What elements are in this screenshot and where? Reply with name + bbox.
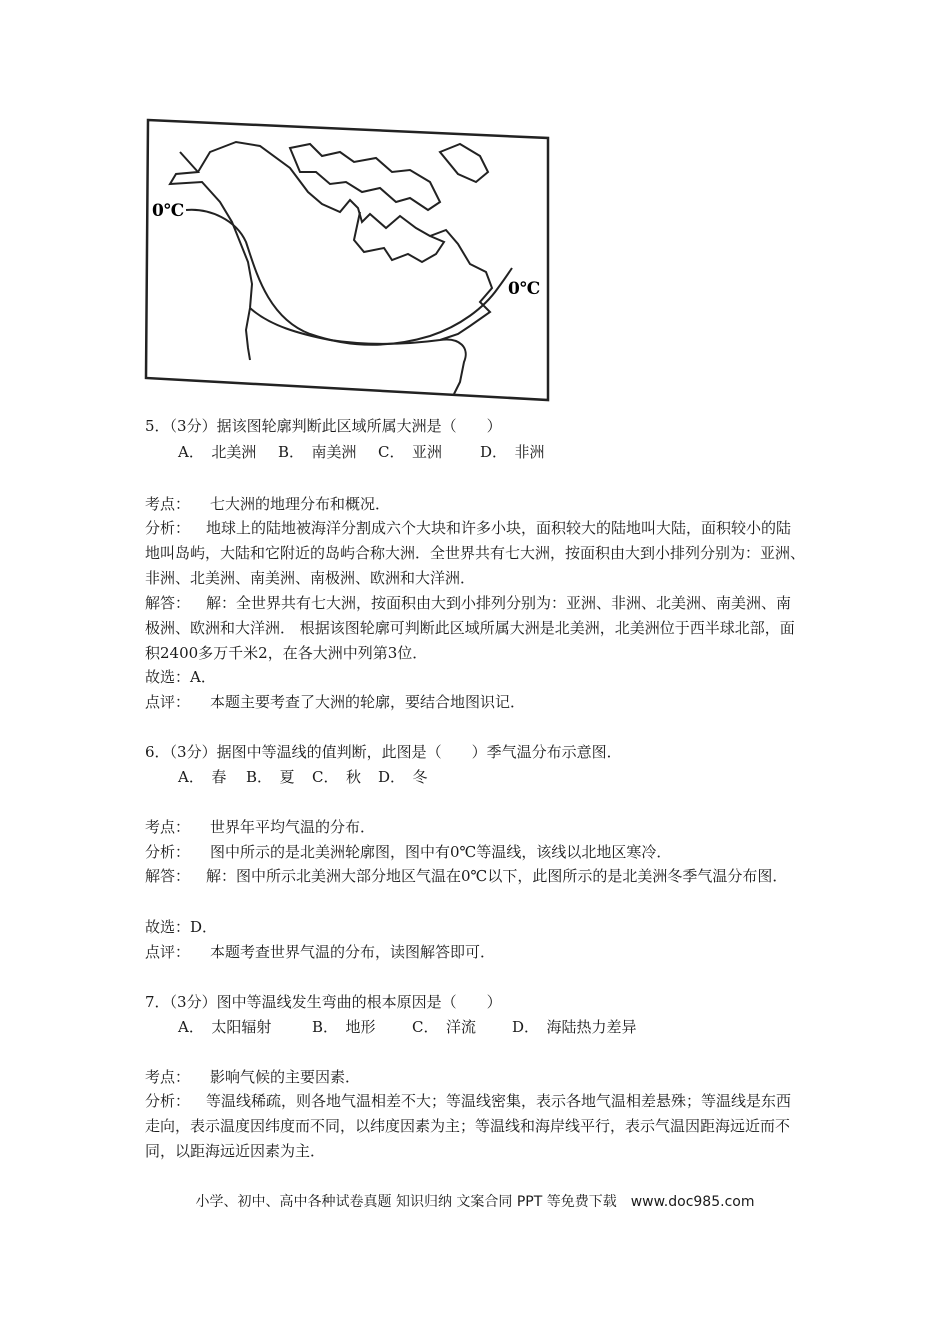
- coastline: [170, 142, 492, 394]
- q7-kaodian-label: 考点：: [145, 1068, 191, 1086]
- q7-option-a: A． 太阳辐射: [178, 1018, 272, 1036]
- q6-kaodian-label: 考点：: [145, 818, 191, 836]
- q5-jieda-label: 解答：: [145, 594, 191, 612]
- q5-option-b: B． 南美洲: [278, 443, 357, 461]
- q5-option-d: D． 非洲: [480, 443, 545, 461]
- north-america-map: [140, 112, 556, 404]
- hudson-bay: [354, 212, 444, 262]
- q5-fenxi: 地球上的陆地被海洋分割成六个大块和许多小块，面积较大的陆地叫大陆，面积较小的陆地叫岛屿，大陆和它附近的岛屿合称大洲．全世界共有七大洲，按面积由大到小排列分别为：亚洲、非洲、北美洲、南美洲、南极洲、欧洲和大洋洲．: [145, 519, 806, 587]
- q5-jieda: 解：全世界共有七大洲，按面积由大到小排列分别为：亚洲、非洲、北美洲、南美洲、南极洲、欧洲和大洋洲． 根据该图轮廓可判断此区域所属大洲是北美洲，北美洲位于西半球北部，面积2400多万千米2，在各大洲中列第3位．: [145, 594, 795, 662]
- greenland-edge: [440, 144, 488, 182]
- q7-fenxi-label: 分析：: [145, 1092, 191, 1110]
- q6-stem: 6．（3分）据图中等温线的值判断，此图是（ ）季气温分布示意图．: [145, 743, 622, 761]
- q6-fenxi: 图中所示的是北美洲轮廓图，图中有0℃等温线，该线以北地区寒冷．: [210, 843, 672, 861]
- q5-dianping-label: 点评：: [145, 693, 191, 711]
- q5-option-a: A． 北美洲: [178, 443, 257, 461]
- q7-fenxi-block: [145, 1089, 805, 1164]
- q6-fenxi-label: 分析：: [145, 843, 191, 861]
- map-frame: [146, 120, 548, 400]
- q6-option-d: D． 冬: [378, 768, 428, 786]
- q5-jieda-block: [145, 591, 805, 666]
- q5-fenxi-label: 分析：: [145, 519, 191, 537]
- q7-kaodian: 影响气候的主要因素．: [210, 1068, 361, 1086]
- q5-answer: 故选：A．: [145, 668, 216, 686]
- q5-option-c: C． 亚洲: [378, 443, 442, 461]
- isotherm-label-east: 0℃: [508, 279, 541, 299]
- isotherm-map-svg: [140, 112, 556, 404]
- q7-option-c: C． 洋流: [412, 1018, 476, 1036]
- page-footer: 小学、初中、高中各种试卷真题 知识归纳 文案合同 PPT 等免费下载 www.doc985.com: [195, 1194, 755, 1210]
- q7-option-d: D． 海陆热力差异: [512, 1018, 637, 1036]
- q6-dianping: 本题考查世界气温的分布，读图解答即可．: [210, 943, 496, 961]
- q7-fenxi: 等温线稀疏，则各地气温相差不大；等温线密集，表示各地气温相差悬殊；等温线是东西走向，表示温度因纬度而不同，以纬度因素为主；等温线和海岸线平行，表示气温因距海远近而不同，以距海远近因素为主．: [145, 1092, 792, 1160]
- arctic-islands: [290, 144, 440, 210]
- q6-jieda: 解：图中所示北美洲大部分地区气温在0℃以下，此图所示的是北美洲冬季气温分布图．: [206, 867, 788, 885]
- q5-stem: 5．（3分）据该图轮廓判断此区域所属大洲是（ ）: [145, 417, 502, 435]
- q6-dianping-label: 点评：: [145, 943, 191, 961]
- q6-jieda-block: [145, 864, 805, 889]
- q5-fenxi-block: [145, 516, 805, 591]
- q5-kaodian-label: 考点：: [145, 495, 191, 513]
- q6-kaodian: 世界年平均气温的分布．: [210, 818, 376, 836]
- q6-option-c: C． 秋: [312, 768, 361, 786]
- q7-option-b: B． 地形: [312, 1018, 376, 1036]
- q5-dianping: 本题主要考查了大洲的轮廓，要结合地图识记．: [210, 693, 526, 711]
- isotherm-label-west: 0℃: [152, 201, 185, 221]
- q6-option-a: A． 春: [178, 768, 227, 786]
- q5-kaodian: 七大洲的地理分布和概况．: [210, 495, 391, 513]
- q6-jieda-label: 解答：: [145, 867, 191, 885]
- q7-stem: 7．（3分）图中等温线发生弯曲的根本原因是（ ）: [145, 993, 502, 1011]
- q6-option-b: B． 夏: [246, 768, 295, 786]
- q6-answer: 故选：D．: [145, 918, 218, 936]
